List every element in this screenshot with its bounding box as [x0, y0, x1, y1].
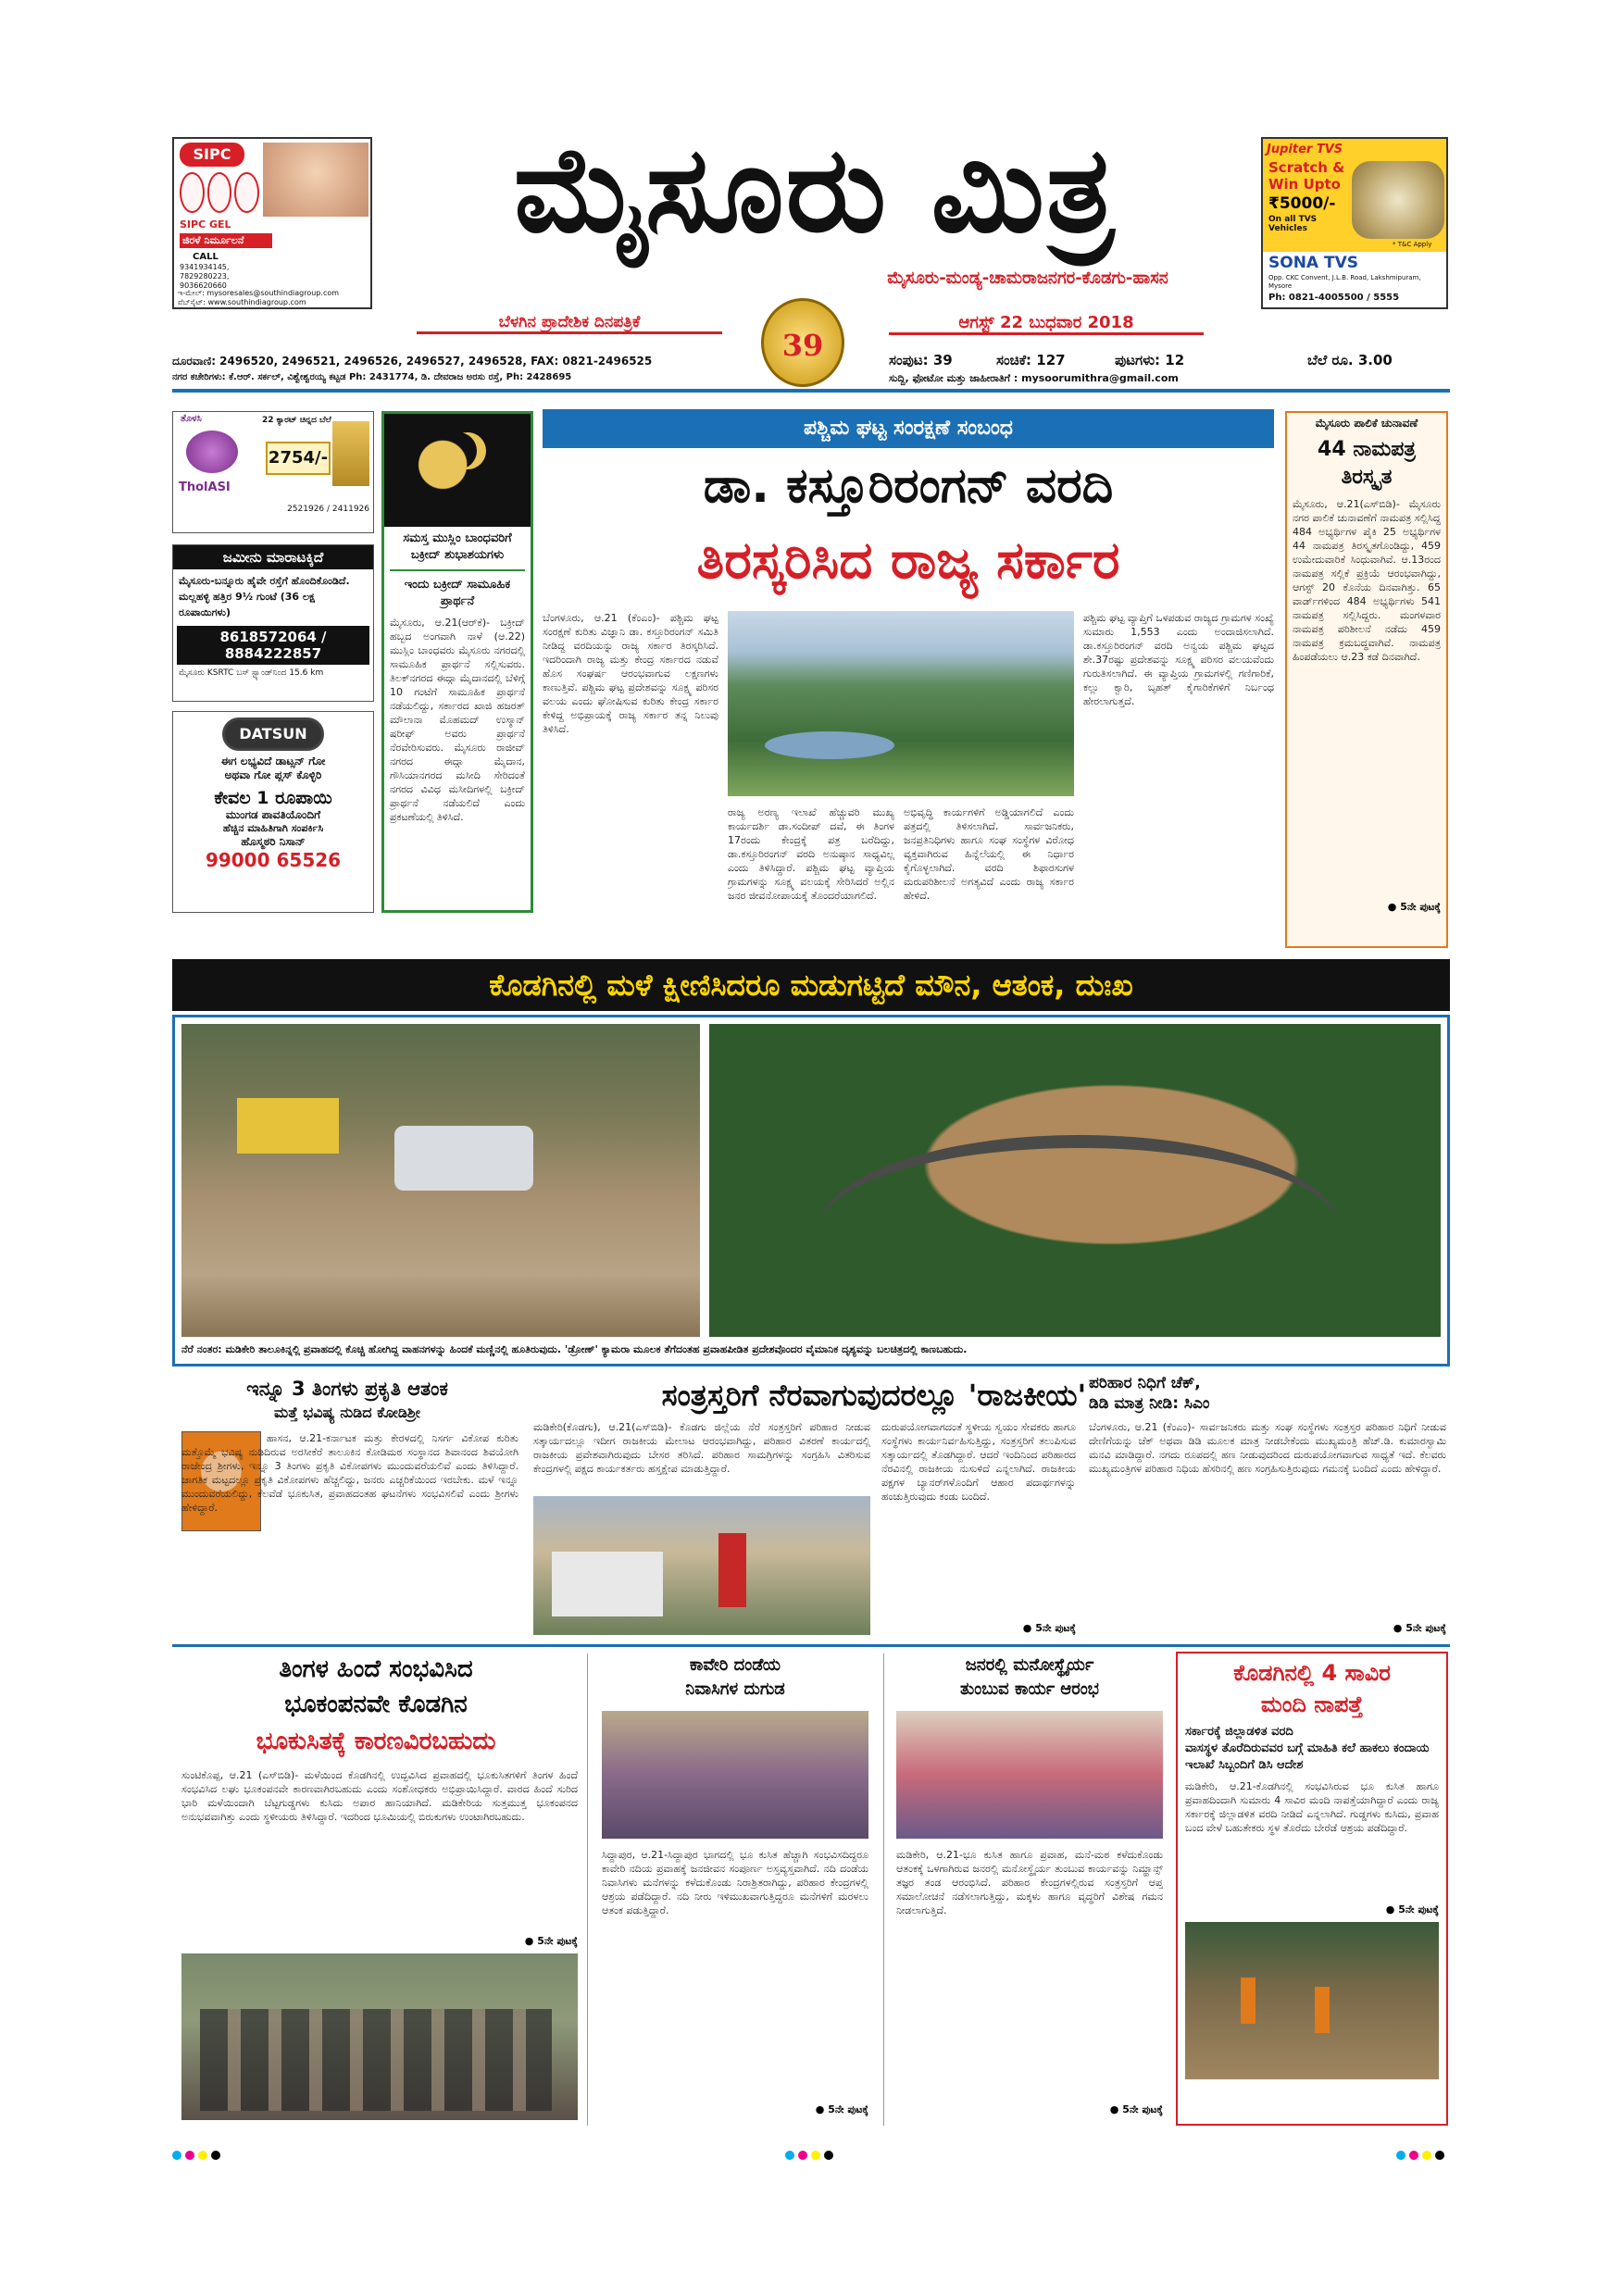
palike-headline: 44 ನಾಮಪತ್ರ ತಿರಸ್ಕೃತ: [1318, 438, 1416, 489]
tholasi-tag: ತೊಳಸಿ: [181, 414, 202, 424]
tvs-brand: Jupiter TVS: [1267, 143, 1343, 156]
rajakeeya-col-1: ಮಡಿಕೇರಿ(ಕೊಡಗು), ಆ.21(ಎಸ್‌ಬಿಡಿ)- ಕೊಡಗು ಜಿಲ್ಲೆಯ ನೆರೆ ಸಂತ್ರಸ್ತರಿಗೆ ಪರಿಹಾರ ನೀಡುವ ಸತ್ಕಾರ್ಯದಲ್ಲೂ ಇದೀಗ ರಾಜಕೀಯ ಮೇಲಾಟ ಆರಂಭವಾಗಿದ್ದು, ಪರಿಹಾರ ವಿತರಣೆ ಕಾರ್ಯದಲ್ಲಿ ರಾಜಕೀಯ ಪ್ರವೇಶವಾಗಿರುವುದು ಬೇಸರ ತರಿಸಿದೆ. ಪರಿಹಾರ ಸಾಮಗ್ರಿಗಳನ್ನು ಸಂಗ್ರಹಿಸಿ ವಿತರಿಸುವ ಕೇಂದ್ರಗಳಲ್ಲಿ ಪಕ್ಷದ ಕಾರ್ಯಕರ್ತರು ಹಸ್ತಕ್ಷೇಪ ಮಾಡುತ್ತಿದ್ದಾರೆ.: [533, 1421, 870, 1475]
sipc-web: ವೆಬ್‌ಸೈಟ್: www.southindiagroup.com: [178, 298, 306, 306]
crowd-figures: [200, 2009, 552, 2111]
bhookampa-body: ಸುಂಟಿಕೊಪ್ಪ, ಆ.21 (ಎಸ್‌ಬಿಡಿ)- ಮಳೆಯಿಂದ ಕೊಡಗಿನಲ್ಲಿ ಉದ್ಭವಿಸಿದ ಪ್ರವಾಹದಲ್ಲಿ ಭೂಕುಸಿತಗಳಿಗೆ ತಿಂಗಳ ಹಿಂದೆ ಸಂಭವಿಸಿದ ಲಘು ಭೂಕಂಪನವೇ ಕಾರಣವಾಗಿರಬಹುದು ಎಂದು ಸಂಶೋಧಕರು ಅಭಿಪ್ರಾಯಿಸಿದ್ದಾರೆ. ವಾರದ ಹಿಂದೆ ಸುರಿದ ಭಾರಿ ಮಳೆಯಿಂದಾಗಿ ಬೆಟ್ಟಗುಡ್ಡಗಳು ಕುಸಿದು ಅಪಾರ ಹಾನಿಯಾಗಿದೆ. ಮಡಿಕೇರಿಯ ಸುತ್ತಮುತ್ತ ಭೂಕಂಪನದ ಅನುಭವವಾಗಿತ್ತು ಎಂದು ಸ್ಥಳೀಯರು ತಿಳಿಸಿದ್ದಾರೆ. ಇದರಿಂದ ಭೂಮಿಯಲ್ಲಿ ಬಿರುಕುಗಳು ಉಂಟಾಗಿರಬಹುದು.: [181, 1769, 578, 1823]
yellow-vehicle: [237, 1098, 339, 1154]
land-note: ಮೈಸೂರು KSRTC ಬಸ್ ಸ್ಟ್ಯಾಂಡ್‌ನಿಂದ 15.6 km: [179, 668, 324, 678]
napatte-bullet-2: ವಾಸಸ್ಥಳ ತೊರೆದಿರುವವರ ಬಗ್ಗೆ ಮಾಹಿತಿ ಕಲೆ ಹಾಕಲು ಕಂದಾಯ ಇಲಾಖೆ ಸಿಬ್ಬಂದಿಗೆ ಡಿಸಿ ಆದೇಶ: [1185, 1741, 1430, 1772]
pest-icons: [180, 172, 259, 213]
cockroach-icon: [180, 172, 205, 213]
sipc-numbers: 9341934145, 7829280223, 9036620660: [180, 263, 230, 290]
datsun-line2: ಅಥವಾ ಗೋ ಪ್ಲಸ್ ಕೊಳ್ಳಿರಿ: [224, 768, 322, 781]
yellow-dot: [1422, 2151, 1431, 2160]
bakrid-greeting: ಸಮಸ್ತ ಮುಸ್ಲಿಂ ಬಾಂಧವರಿಗೆ ಬಕ್ರೀದ್ ಶುಭಾಶಯಗಳು: [403, 531, 512, 562]
tvs-tc: * T&C Apply: [1393, 241, 1432, 248]
tholasi-jewel-photo: [332, 421, 369, 486]
bakrid-body: ಮೈಸೂರು, ಆ.21(ಆರ್‌ಕೆ)- ಬಕ್ರೀದ್ ಹಬ್ಬದ ಅಂಗವಾಗಿ ನಾಳೆ (ಆ.22) ಮುಸ್ಲಿಂ ಬಾಂಧವರು ಮೈಸೂರು ನಗರದಲ್ಲಿ ಸಾಮೂಹಿಕ ಪ್ರಾರ್ಥನೆ ಸಲ್ಲಿಸುವರು. ತಿಲಕ್‌ನಗರದ ಈದ್ಗಾ ಮೈದಾನದಲ್ಲಿ ಬೆಳಿಗ್ಗೆ 10 ಗಂಟೆಗೆ ಸಾಮೂಹಿಕ ಪ್ರಾರ್ಥನೆ ನಡೆಯಲಿದ್ದು, ಸರ್ಕಾರದ ಖಾಜಿ ಹಜರತ್ ಮೌಲಾನಾ ಮೊಹಮದ್ ಉಸ್ಮಾನ್ ಷರೀಫ್ ಅವರು ಪ್ರಾರ್ಥನೆ ನೆರವೇರಿಸುವರು. ಮೈಸೂರು ರಾಜೀವ್ ನಗರದ ಈದ್ಗಾ ಮೈದಾನ, ಗೌಸಿಯಾನಗರದ ಮಸೀದಿ ಸೇರಿದಂತೆ ನಗರದ ವಿವಿಧ ಮಸೀದಿಗಳಲ್ಲಿ ಬಕ್ರೀದ್ ಪ್ರಾರ್ಥನೆ ನಡೆಯಲಿದೆ ಎಂದು ಪ್ರಕಟಣೆಯಲ್ಲಿ ತಿಳಿಸಿದೆ.: [390, 617, 525, 823]
palike-box: [1285, 411, 1448, 948]
napatte-body: ಮಡಿಕೇರಿ, ಆ.21-ಕೊಡಗಿನಲ್ಲಿ ಸಂಭವಿಸಿರುವ ಭೂ ಕುಸಿತ ಹಾಗೂ ಪ್ರವಾಹದಿಂದಾಗಿ ಸುಮಾರು 4 ಸಾವಿರ ಮಂದಿ ನಾಪತ್ತೆಯಾಗಿದ್ದಾರೆ ಎಂದು ರಾಜ್ಯ ಸರ್ಕಾರಕ್ಕೆ ಜಿಲ್ಲಾಡಳಿತ ವರದಿ ನೀಡಿದೆ ಎನ್ನಲಾಗಿದೆ. ಗುಡ್ಡಗಳು ಕುಸಿದು, ಪ್ರವಾಹ ಬಂದ ವೇಳೆ ಬಹುತೇಕರು ಸ್ಥಳ ತೊರೆದು ಬೇರೆಡೆ ಆಶ್ರಯ ಪಡೆದಿದ್ದಾರೆ.: [1185, 1780, 1439, 1834]
registration-marks-left: [172, 2146, 224, 2164]
datsun-line3: ಮುಂಗಡ ಪಾವತಿಯೊಂದಿಗೆ: [225, 808, 321, 821]
sipc-ad[interactable]: [172, 137, 372, 309]
crescent-icon: [440, 432, 477, 469]
lead-col-2: ರಾಜ್ಯ ಅರಣ್ಯ ಇಲಾಖೆ ಹೆಚ್ಚುವರಿ ಮುಖ್ಯ ಕಾರ್ಯದರ್ಶಿ ಡಾ.ಸಂದೀಪ್ ದವೆ, ಈ ತಿಂಗಳ 17ರಂದು ಕೇಂದ್ರಕ್ಕೆ ಪತ್ರ ಬರೆದಿದ್ದು, ಡಾ.ಕಸ್ತೂರಿರಂಗನ್ ವರದಿ ಅನುಷ್ಠಾನ ಸಾಧ್ಯವಿಲ್ಲ ಎಂದು ತಿಳಿಸಿದ್ದಾರೆ. ಪಶ್ಚಿಮ ಘಟ್ಟ ವ್ಯಾಪ್ತಿಯ ಗ್ರಾಮಗಳನ್ನು ಸೂಕ್ಷ್ಮ ವಲಯಕ್ಕೆ ಸೇರಿಸಿದರೆ ಅಲ್ಲಿನ ಜನರ ಜೀವನೋಪಾಯಕ್ಕೆ ತೊಂದರೆಯಾಗಲಿದೆ.: [728, 806, 894, 902]
kaveri-body: ಸಿದ್ದಾಪುರ, ಆ.21-ಸಿದ್ದಾಪುರ ಭಾಗದಲ್ಲಿ ಭೂ ಕುಸಿತ ಹೆಚ್ಚಾಗಿ ಸಂಭವಿಸದಿದ್ದರೂ ಕಾವೇರಿ ನದಿಯ ಪ್ರವಾಹಕ್ಕೆ ಜನಜೀವನ ಸಂಪೂರ್ಣ ಅಸ್ತವ್ಯಸ್ತವಾಗಿದೆ. ನದಿ ದಂಡೆಯ ನಿವಾಸಿಗಳು ಮನೆಗಳನ್ನು ಕಳೆದುಕೊಂಡು ನಿರಾಶ್ರಿತರಾಗಿದ್ದು, ಪರಿಹಾರ ಕೇಂದ್ರಗಳಲ್ಲಿ ಆಶ್ರಯ ಪಡೆದಿದ್ದಾರೆ. ನದಿ ನೀರು ಇಳಿಮುಖವಾಗುತ್ತಿದ್ದರೂ ಮನೆಗಳಿಗೆ ಮರಳಲು ಆತಂಕ ಪಡುತ್ತಿದ್ದಾರೆ.: [602, 1849, 868, 1916]
yellow-dot: [198, 2151, 207, 2160]
mid-rule: [172, 1644, 1450, 1647]
officials-photo: [181, 1953, 578, 2120]
cyan-dot: [172, 2151, 181, 2160]
land-body: ಮೈಸೂರು-ಬನ್ನೂರು ಹೈವೇ ರಸ್ತೆಗೆ ಹೊಂದಿಕೊಂಡಿದೆ. ಮಲ್ಲಹಳ್ಳಿ ಹತ್ತಿರ 9½ ಗುಂಟೆ (36 ಲಕ್ಷ ರೂಪಾಯಿಗಳು): [179, 575, 350, 618]
lead-kicker: ಪಶ್ಚಿಮ ಘಟ್ಟ ಸಂರಕ್ಷಣೆ ಸಂಬಂಧ: [543, 409, 1274, 448]
tholasi-ad[interactable]: [172, 411, 374, 533]
masthead-office: ನಗರ ಕಚೇರಿಗಳು: ಕೆ.ಆರ್. ಸರ್ಕಲ್, ವಿಶ್ವೇಶ್ವರಯ್ಯ ಕಟ್ಟಡ Ph: 2431774, ಡಿ. ದೇವರಾಜ ಅರಸು ರಸ್ತೆ, Ph: 2428695: [172, 372, 572, 382]
relief-truck-photo: [533, 1496, 870, 1635]
cyan-dot: [785, 2151, 794, 2160]
tholasi-logo: [186, 430, 238, 473]
registration-marks-center: [785, 2146, 837, 2164]
tvs-line3: On all TVS Vehicles: [1268, 215, 1318, 233]
sipc-line: ಜಿರಳೆ ನಿರ್ಮೂಲನೆ: [180, 233, 272, 248]
bakrid-box: [381, 411, 533, 913]
tvs-line2: Win Upto: [1268, 176, 1341, 193]
yellow-dot: [811, 2151, 820, 2160]
rescue-photo: [1185, 1922, 1439, 2079]
kaveri-headline-1: ಕಾವೇರಿ ದಂಡೆಯ: [689, 1655, 781, 1675]
buried-truck: [394, 1126, 533, 1191]
counselling-photo: [896, 1711, 1163, 1839]
registration-marks-right: [1396, 2146, 1448, 2164]
rescuer-1: [1241, 1978, 1255, 2024]
truck-body: [552, 1552, 663, 1616]
tholasi-note: 22 ಕ್ಯಾರಟ್ ಚಿನ್ನದ ಬೆಲೆ: [262, 416, 331, 425]
masthead-issue: ಸಂಚಿಕೆ: 127: [996, 352, 1066, 368]
sipc-product: SIPC GEL: [180, 218, 231, 231]
bhookampa-headline-1: ತಿಂಗಳ ಹಿಂದೆ ಸಂಭವಿಸಿದ: [279, 1655, 473, 1683]
prakriti-body: ಹಾಸನ, ಆ.21-ಕರ್ನಾಟಕ ಮತ್ತು ಕೇರಳದಲ್ಲಿ ನಿಸರ್ಗ ವಿಕೋಪ ಕುರಿತು ಮತ್ತೊಮ್ಮೆ ಭವಿಷ್ಯ ನುಡಿದಿರುವ ಅರಸೀಕೆರೆ ತಾಲೂಕಿನ ಕೋಡಿಮಠ ಸಂಸ್ಥಾನದ ಶಿವಾನಂದ ಶಿವಯೋಗಿ ರಾಜೇಂದ್ರ ಶ್ರೀಗಳು, ಇನ್ನೂ 3 ತಿಂಗಳು ಪ್ರಕೃತಿ ವಿಕೋಪಗಳು ಮುಂದುವರೆಯಲಿವೆ ಎಂದು ತಿಳಿಸಿದ್ದಾರೆ. ಜಾಗತಿಕ ಮಟ್ಟದಲ್ಲೂ ಪ್ರಕೃತಿ ವಿಕೋಪಗಳು ಹೆಚ್ಚಲಿದ್ದು, ಜನರು ಎಚ್ಚರಿಕೆಯಿಂದ ಇರಬೇಕು. ಮಳೆ ಇನ್ನೂ ಮುಂದುವರೆಯಲಿದ್ದು, ಕೆಲವೆಡೆ ಭೂಕುಸಿತ, ಪ್ರವಾಹದಂತಹ ಘಟನೆಗಳು ಸಂಭವಿಸಲಿವೆ ಎಂದು ಶ್ರೀಗಳು ಹೇಳಿದ್ದಾರೆ.: [181, 1432, 518, 1514]
napatte-box: [1176, 1652, 1448, 2126]
parihara-headline-1: ಪರಿಹಾರ ನಿಧಿಗೆ ಚೆಕ್,: [1089, 1374, 1201, 1392]
napatte-headline-1: ಕೊಡಗಿನಲ್ಲಿ 4 ಸಾವಿರ: [1233, 1660, 1391, 1686]
magenta-dot: [1409, 2151, 1418, 2160]
bhookampa-headline-3: ಭೂಕುಸಿತಕ್ಕೆ ಕಾರಣವಿರಬಹುದು: [256, 1728, 496, 1755]
prakriti-headline-2: ಮತ್ತೆ ಭವಿಷ್ಯ ನುಡಿದ ಕೋಡಿಶ್ರೀ: [274, 1404, 420, 1421]
rajakeeya-col-2: ದುರುಪಯೋಗವಾಗದಂತೆ ಸ್ಥಳೀಯ ಸ್ವಯಂ ಸೇವಕರು ಹಾಗೂ ಸಂಸ್ಥೆಗಳು ಕಾರ್ಯನಿರ್ವಹಿಸುತ್ತಿದ್ದು, ಸಂತ್ರಸ್ತರಿಗೆ ತಲುಪಿಸುವ ಸತ್ಕಾರ್ಯದಲ್ಲಿ ತೊಡಗಿದ್ದಾರೆ. ಆದರೆ ಇಂದಿನಿಂದ ಪರಿಹಾರದ ನೆರವಿನಲ್ಲಿ ರಾಜಕೀಯ ನುಸುಳಿದೆ ಎನ್ನಲಾಗಿದೆ. ರಾಜಕೀಯ ಪಕ್ಷಗಳ ಬ್ಯಾನರ್‌ಗಳೊಂದಿಗೆ ಆಹಾರ ಪದಾರ್ಥಗಳನ್ನು ಹಂಚುತ್ತಿರುವುದು ಕಂಡು ಬಂದಿದೆ.: [881, 1421, 1076, 1503]
tvs-dealer: SONA TVS: [1268, 254, 1358, 272]
lead-col-4: ಪಶ್ಚಿಮ ಘಟ್ಟ ವ್ಯಾಪ್ತಿಗೆ ಒಳಪಡುವ ರಾಜ್ಯದ ಗ್ರಾಮಗಳ ಸಂಖ್ಯೆ ಸುಮಾರು 1,553 ಎಂದು ಅಂದಾಜಿಸಲಾಗಿದೆ. ಡಾ.ಕಸ್ತೂರಿರಂಗನ್ ವರದಿ ಅನ್ವಯ ಪಶ್ಚಿಮ ಘಟ್ಟದ ಶೇ.37ರಷ್ಟು ಪ್ರದೇಶವನ್ನು ಸೂಕ್ಷ್ಮ ಪರಿಸರ ವಲಯವೆಂದು ಗುರುತಿಸಲಾಗಿದೆ. ಈ ವ್ಯಾಪ್ತಿಯ ಗ್ರಾಮಗಳಲ್ಲಿ ಗಣಿಗಾರಿಕೆ, ಕಲ್ಲು ಕ್ವಾರಿ, ಬೃಹತ್ ಕೈಗಾರಿಕೆಗಳಿಗೆ ನಿರ್ಬಂಧ ಹೇರಲಾಗುತ್ತದೆ.: [1083, 612, 1274, 707]
tvs-line1: Scratch &: [1268, 159, 1345, 176]
anniversary-number: 39: [781, 328, 824, 363]
lead-col-1: ಬೆಂಗಳೂರು, ಆ.21 (ಕೆಂಎಂ)- ಪಶ್ಚಿಮ ಘಟ್ಟ ಸಂರಕ್ಷಣೆ ಕುರಿತು ವಿಜ್ಞಾನಿ ಡಾ. ಕಸ್ತೂರಿರಂಗನ್ ಸಮಿತಿ ನೀಡಿದ್ದ ವರದಿಯನ್ನು ರಾಜ್ಯ ಸರ್ಕಾರ ತಿರಸ್ಕರಿಸಿದೆ. ಇದರಿಂದಾಗಿ ರಾಜ್ಯ ಮತ್ತು ಕೇಂದ್ರ ಸರ್ಕಾರದ ನಡುವೆ ಹೊಸ ಸಂಘರ್ಷ ಆರಂಭವಾಗುವ ಲಕ್ಷಣಗಳು ಕಾಣುತ್ತಿವೆ. ಪಶ್ಚಿಮ ಘಟ್ಟ ಪ್ರದೇಶವನ್ನು ಸೂಕ್ಷ್ಮ ಪರಿಸರ ವಲಯ ಎಂದು ಘೋಷಿಸುವ ಕುರಿತು ಕೇಂದ್ರ ಸರ್ಕಾರ ಕೇಳಿದ್ದ ಅಭಿಪ್ರಾಯಕ್ಕೆ ರಾಜ್ಯ ಸರ್ಕಾರ ತನ್ನ ನಿಲುವು ತಿಳಿಸಿದೆ.: [543, 612, 718, 735]
palike-body: ಮೈಸೂರು, ಆ.21(ಎಸ್‌ಬಿಡಿ)- ಮೈಸೂರು ನಗರ ಪಾಲಿಕೆ ಚುನಾವಣೆಗೆ ನಾಮಪತ್ರ ಸಲ್ಲಿಸಿದ್ದ 484 ಅಭ್ಯರ್ಥಿಗಳ ಪೈಕಿ 25 ಅಭ್ಯರ್ಥಿಗಳ 44 ನಾಮಪತ್ರ ತಿರಸ್ಕೃತಗೊಂಡಿದ್ದು, 459 ಉಮೇದುವಾರಿಕೆ ಸಿಂಧುವಾಗಿವೆ. ಆ.13ರಂದ ನಾಮಪತ್ರ ಸಲ್ಲಿಕೆ ಪ್ರಕ್ರಿಯೆ ಆರಂಭವಾಗಿದ್ದು, ಆಗಸ್ಟ್ 20 ಕೊನೆಯ ದಿನವಾಗಿತ್ತು. 65 ವಾರ್ಡ್‌ಗಳಿಂದ 484 ಅಭ್ಯರ್ಥಿಗಳು 541 ನಾಮಪತ್ರ ಸಲ್ಲಿಸಿದ್ದರು. ಮಂಗಳವಾರ ನಾಮಪತ್ರ ಪರಿಶೀಲನೆ ನಡೆದು 459 ನಾಮಪತ್ರ ಕ್ರಮಬದ್ಧವಾಗಿವೆ. ನಾಮಪತ್ರ ಹಿಂಪಡೆಯಲು ಆ.23 ಕಡೆ ದಿನವಾಗಿದೆ.: [1293, 498, 1441, 663]
masthead-pages: ಪುಟಗಳು: 12: [1115, 352, 1185, 368]
masthead-rule: [172, 389, 1450, 393]
masthead-subtitle: ಮೈಸೂರು-ಮಂಡ್ಯ-ಚಾಮರಾಜನಗರ-ಕೊಡಗು-ಹಾಸನ: [887, 268, 1168, 288]
napatte-headline-2: ಮಂದಿ ನಾಪತ್ತೆ: [1260, 1691, 1364, 1717]
datsun-ad[interactable]: [172, 711, 374, 913]
bakrid-title: ಇಂದು ಬಕ್ರೀದ್ ಸಾಮೂಹಿಕ ಪ್ರಾರ್ಥನೆ: [404, 578, 511, 608]
tvs-dealer-strip: [1263, 252, 1446, 307]
volunteer-red: [718, 1533, 746, 1607]
napatte-bullet-1: ಸರ್ಕಾರಕ್ಕೆ ಜಿಲ್ಲಾಡಳಿತ ವರದಿ: [1185, 1725, 1293, 1739]
cyan-dot: [1396, 2151, 1405, 2160]
datsun-dealer: ಹೊಸ್ಮಠರಿ ನಿಸಾನ್: [241, 835, 306, 848]
lead-headline-2: ತಿರಸ್ಕರಿಸಿದ ರಾಜ್ಯ ಸರ್ಕಾರ: [696, 530, 1120, 591]
masthead-tagline: ಬೆಳಗಿನ ಪ್ರಾದೇಶಿಕ ದಿನಪತ್ರಿಕೆ: [417, 313, 722, 334]
scooter-photo: [1352, 161, 1444, 239]
sipc-call: CALL: [193, 252, 219, 262]
masthead-price: ಬೆಲೆ ರೂ. 3.00: [1307, 352, 1393, 368]
parihara-body: ಬೆಂಗಳೂರು, ಆ.21 (ಕೆಂಎಂ)- ಸಾರ್ವಜನಿಕರು ಮತ್ತು ಸಂಘ ಸಂಸ್ಥೆಗಳು ಸಂತ್ರಸ್ತರ ಪರಿಹಾರ ನಿಧಿಗೆ ನೀಡುವ ದೇಣಿಗೆಯನ್ನು ಚೆಕ್ ಅಥವಾ ಡಿಡಿ ಮೂಲಕ ಮಾತ್ರ ನೀಡಬೇಕೆಂದು ಮುಖ್ಯಮಂತ್ರಿ ಹೆಚ್.ಡಿ. ಕುಮಾರಸ್ವಾಮಿ ಮನವಿ ಮಾಡಿದ್ದಾರೆ. ನಗದು ರೂಪದಲ್ಲಿ ಹಣ ನೀಡುವುದರಿಂದ ದುರುಪಯೋಗವಾಗುವ ಸಾಧ್ಯತೆ ಇದೆ. ಕೆಲವರು ಮುಖ್ಯಮಂತ್ರಿಗಳ ಪರಿಹಾರ ನಿಧಿಯ ಹೆಸರಿನಲ್ಲಿ ಹಣ ಸಂಗ್ರಹಿಸುತ್ತಿರುವುದು ಗಮನಕ್ಕೆ ಬಂದಿದೆ ಎಂದು ಹೇಳಿದ್ದಾರೆ.: [1089, 1421, 1446, 1475]
lead-headline-1: ಡಾ. ಕಸ್ತೂರಿರಂಗನ್ ವರದಿ: [703, 458, 1114, 514]
palike-kicker: ಮೈಸೂರು ಪಾಲಿಕೆ ಚುನಾವಣೆ: [1315, 417, 1418, 430]
bhookampa-byline: ● 5ನೇ ಪುಟಕ್ಕೆ: [524, 1935, 578, 1947]
magenta-dot: [185, 2151, 194, 2160]
prakriti-headline-1: ಇನ್ನೂ 3 ತಿಂಗಳು ಪ್ರಕೃತಿ ಆತಂಕ: [246, 1378, 448, 1400]
masthead-phones: ದೂರವಾಣಿ: 2496520, 2496521, 2496526, 2496527, 2496528, FAX: 0821-2496525: [172, 355, 653, 368]
kaveri-byline: ● 5ನೇ ಪುಟಕ್ಕೆ: [815, 2103, 868, 2115]
rescuer-2: [1315, 1987, 1330, 2033]
lead-col-3: ಅಭಿವೃದ್ಧಿ ಕಾರ್ಯಗಳಿಗೆ ಅಡ್ಡಿಯಾಗಲಿದೆ ಎಂದು ಪತ್ರದಲ್ಲಿ ತಿಳಿಸಲಾಗಿದೆ. ಸಾರ್ವಜನಿಕರು, ಜನಪ್ರತಿನಿಧಿಗಳು ಹಾಗೂ ಸಂಘ ಸಂಸ್ಥೆಗಳ ವಿರೋಧ ವ್ಯಕ್ತವಾಗಿರುವ ಹಿನ್ನೆಲೆಯಲ್ಲಿ ಈ ನಿರ್ಧಾರ ಕೈಗೊಳ್ಳಲಾಗಿದೆ. ವರದಿ ಶಿಫಾರಸುಗಳ ಮರುಪರಿಶೀಲನೆ ಅಗತ್ಯವಿದೆ ಎಂದು ರಾಜ್ಯ ಸರ್ಕಾರ ಹೇಳಿದೆ.: [904, 806, 1074, 902]
datsun-logo: DATSUN: [222, 718, 324, 751]
tvs-ad[interactable]: [1261, 137, 1448, 309]
rajakeeya-headline: ಸಂತ್ರಸ್ತರಿಗೆ ನೆರವಾಗುವುದರಲ್ಲೂ 'ರಾಜಕೀಯ': [661, 1378, 1087, 1413]
manasthairya-headline-2: ತುಂಬುವ ಕಾರ್ಯ ಆರಂಭ: [960, 1679, 1099, 1699]
land-title: ಜಮೀನು ಮಾರಾಟಕ್ಕಿದೆ: [173, 545, 373, 569]
sipc-logo: SIPC: [180, 143, 244, 167]
land-ad[interactable]: [172, 544, 374, 702]
masthead-title: ಮೈಸೂರು ಮಿತ್ರ: [513, 120, 1117, 259]
manasthairya-body: ಮಡಿಕೇರಿ, ಆ.21-ಭೂ ಕುಸಿತ ಹಾಗೂ ಪ್ರವಾಹ, ಮನೆ-ಮಠ ಕಳೆದುಕೊಂಡು ಆತಂಕಕ್ಕೆ ಒಳಗಾಗಿರುವ ಜನರಲ್ಲಿ ಮನೋಸ್ಥೈರ್ಯ ತುಂಬುವ ಕಾರ್ಯವನ್ನು ನಿಮ್ಹಾನ್ಸ್ ತಜ್ಞರ ತಂಡ ಆರಂಭಿಸಿದೆ. ಪರಿಹಾರ ಕೇಂದ್ರಗಳಲ್ಲಿರುವ ಸಂತ್ರಸ್ತರಿಗೆ ಆಪ್ತ ಸಮಾಲೋಚನೆ ನಡೆಸಲಾಗುತ್ತಿದ್ದು, ಮಕ್ಕಳು ಹಾಗೂ ವೃದ್ಧರಿಗೆ ವಿಶೇಷ ಗಮನ ನೀಡಲಾಗುತ್ತಿದೆ.: [896, 1849, 1163, 1916]
bug-icon: [234, 172, 259, 213]
datsun-line1: ಈಗ ಲಭ್ಯವಿದೆ ಡಾಟ್ಸನ್ ಗೋ: [220, 755, 326, 767]
kaveri-headline-2: ನಿವಾಸಿಗಳ ದುಗುಡ: [685, 1679, 785, 1699]
magenta-dot: [798, 2151, 807, 2160]
rajakeeya-byline: ● 5ನೇ ಪುಟಕ್ಕೆ: [1022, 1622, 1076, 1634]
sipc-email: ಇ-ಮೇಲ್: mysoresales@southindiagroup.com: [178, 289, 340, 297]
col-divider-1: [587, 1653, 588, 2126]
ant-icon: [207, 172, 232, 213]
napatte-bullets: [1178, 1720, 1446, 1778]
napatte-byline: ● 5ನೇ ಪುಟಕ್ಕೆ: [1385, 1903, 1439, 1915]
relief-camp-photo: [602, 1711, 868, 1839]
manasthairya-byline: ● 5ನೇ ಪುಟಕ್ಕೆ: [1109, 2103, 1163, 2115]
masthead-email: ಸುದ್ದಿ, ಫೋಟೋ ಮತ್ತು ಜಾಹೀರಾತಿಗೆ : mysoorumithra@gmail.com: [889, 372, 1179, 384]
baby-photo: [263, 143, 369, 217]
tholasi-name: TholASI: [179, 480, 231, 494]
black-dot: [824, 2151, 833, 2160]
palike-byline: ● 5ನೇ ಪುಟಕ್ಕೆ: [1387, 901, 1441, 913]
western-ghats-photo: [728, 611, 1074, 796]
bakrid-image: [384, 414, 531, 527]
landslide-vehicles-photo: [181, 1024, 700, 1337]
manasthairya-headline-1: ಜನರಲ್ಲಿ ಮನೋಸ್ಥೈರ್ಯ: [965, 1655, 1094, 1675]
datsun-phone: 99000 65526: [205, 849, 342, 871]
kodagu-banner: ಕೊಡಗಿನಲ್ಲಿ ಮಳೆ ಕ್ಷೀಣಿಸಿದರೂ ಮಡುಗಟ್ಟಿದೆ ಮೌನ, ಆತಂಕ, ದುಃಖ: [172, 959, 1450, 1011]
black-dot: [211, 2151, 220, 2160]
tholasi-price: 2754/-: [266, 442, 331, 475]
road-curve: [820, 1135, 1339, 1320]
land-phone: 8618572064 / 8884222857: [177, 626, 369, 665]
parihara-headline-2: ಡಿಡಿ ಮಾತ್ರ ನೀಡಿ: ಸಿಎಂ: [1089, 1394, 1210, 1413]
ghats-lake: [765, 731, 894, 759]
masthead-date: ಆಗಸ್ಟ್ 22 ಬುಧವಾರ 2018: [889, 313, 1204, 335]
tvs-phone: Ph: 0821-4005500 / 5555: [1268, 293, 1400, 303]
datsun-line4: ಹೆಚ್ಚಿನ ಮಾಹಿತಿಗಾಗಿ ಸಂಪರ್ಕಿಸಿ: [222, 822, 324, 834]
tvs-address: Opp. CKC Convent, J.L.B. Road, Lakshmipuram, Mysore: [1268, 274, 1421, 290]
black-dot: [1435, 2151, 1444, 2160]
kodagu-caption: ನೆರೆ ನಂತರ: ಮಡಿಕೇರಿ ತಾಲೂಕಿನ್ನಲ್ಲಿ ಪ್ರವಾಹದಲ್ಲಿ ಕೊಚ್ಚಿ ಹೋಗಿದ್ದ ವಾಹನಗಳನ್ನು ಹಿಂದಕೆ ಮಣ್ಣಿನಲ್ಲಿ ಹೂತಿರುವುದು. 'ಡ್ರೋಣ್' ಕ್ಯಾಮರಾ ಮೂಲಕ ತೆಗೆದಂತಹ ಪ್ರವಾಹಪೀಡಿತ ಪ್ರದೇಶವೊಂದರ ವೈಮಾನಿಕ ದೃಶ್ಯವನ್ನು ಬಲಚಿತ್ರದಲ್ಲಿ ಕಾಣಬಹುದು.: [181, 1343, 968, 1355]
tholasi-phone: 2521926 / 2411926: [287, 505, 369, 514]
tvs-amount: ₹5000/-: [1268, 194, 1336, 213]
parihara-byline: ● 5ನೇ ಪುಟಕ್ಕೆ: [1393, 1622, 1446, 1634]
col-divider-2: [883, 1653, 884, 2126]
masthead-volume: ಸಂಪುಟ: 39: [889, 352, 953, 368]
aerial-flood-photo: [709, 1024, 1441, 1337]
bhookampa-headline-2: ಭೂಕಂಪನವೇ ಕೊಡಗಿನ: [284, 1691, 468, 1718]
datsun-offer: ಕೇವಲ 1 ರೂಪಾಯಿ: [214, 788, 332, 808]
